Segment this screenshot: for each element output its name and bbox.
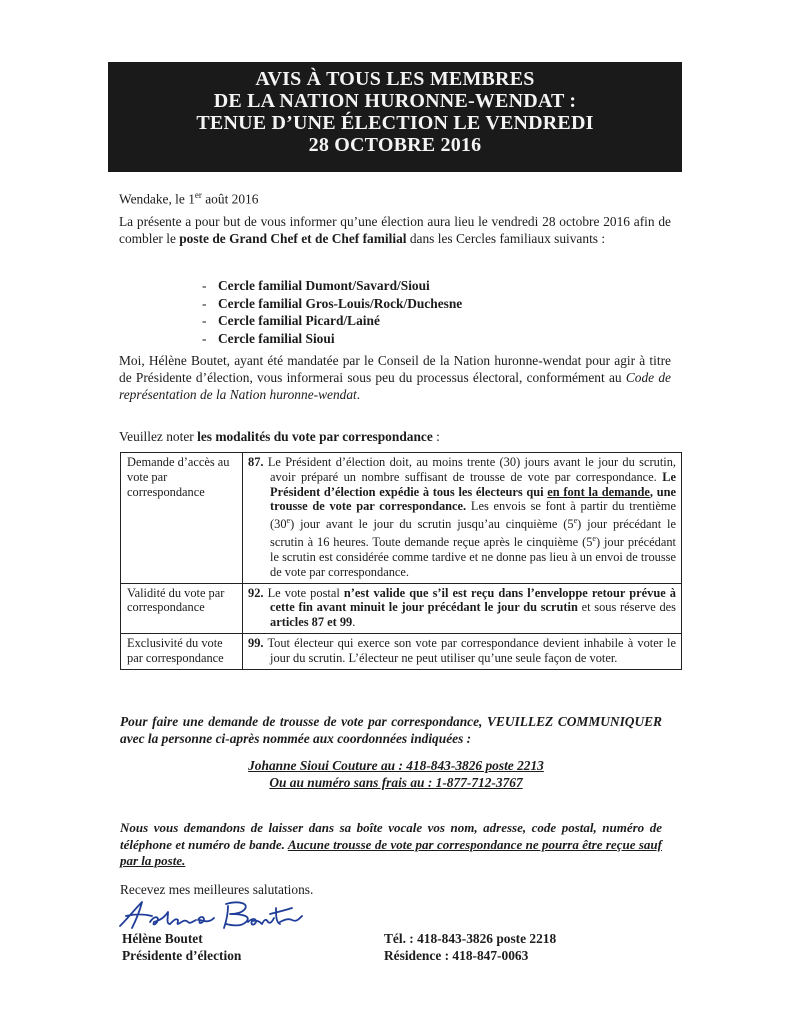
row-article	[243, 583, 682, 633]
signatory-title: Présidente d’élection	[122, 948, 242, 963]
article-number: 99.	[248, 636, 264, 651]
phone-office: Tél. : 418-843-3826 poste 2218	[384, 931, 557, 946]
list-item: - Cercle familial Picard/Lainé	[202, 313, 380, 328]
intro-bold: poste de Grand Chef et de Chef familial	[179, 231, 407, 246]
article-sup: e	[286, 516, 291, 526]
date-prefix: Wendake, le 1	[119, 191, 195, 207]
article-bold: articles 87 et 99	[270, 615, 353, 630]
note-suffix: :	[432, 429, 440, 444]
salutation: Recevez mes meilleures salutations.	[120, 882, 314, 897]
cercle-name: Cercle familial Sioui	[218, 330, 335, 346]
cercle-name: Cercle familial Dumont/Savard/Sioui	[218, 278, 430, 293]
article-text: ) jour avant le jour du scrutin jusqu’au cinquième (5	[290, 517, 574, 532]
mandate-text-1: Moi, Hélène Boutet, ayant été mandatée par le Conseil de la Nation huronne-wendat pour agir à titre de Présidente d’élection, vous informerai sous peu du processus électoral, conformément au	[119, 353, 671, 385]
signatory-block	[122, 930, 241, 964]
voicemail-paragraph	[120, 820, 662, 870]
mandate-paragraph	[119, 352, 671, 403]
cercle-name: Cercle familial Gros-Louis/Rock/Duchesne	[218, 295, 463, 311]
note-line	[119, 428, 440, 445]
voicemail-text: Nous vous demandons de laisser dans sa boîte vocale vos nom, adresse, code postal, numéro de téléphone et numéro de bande.	[120, 820, 662, 852]
note-bold: les modalités du vote par correspondance	[197, 429, 433, 444]
article-number: 87.	[248, 455, 264, 469]
modalities-table	[120, 452, 682, 670]
note-prefix: Veuillez noter	[119, 429, 198, 444]
mandate-code-title: Code de représentation de la Nation huronne-wendat	[119, 370, 671, 402]
table-row	[121, 634, 682, 670]
row-label: Validité du vote par correspondance	[121, 583, 243, 633]
handwritten-signature	[116, 898, 306, 932]
date-superscript: er	[194, 190, 202, 200]
article-text: Le Président d’élection doit, au moins trente (30) jours avant le jour du scrutin, avoir préparé un nombre suffisant de trousse de vote par correspondance.	[263, 455, 676, 484]
row-article	[243, 453, 682, 584]
article-bold: , une trousse de vote par correspondance.	[270, 484, 676, 514]
article-text: ) jour précédant le scrutin à 16 heures. Toute demande reçue après le cinquième (5	[270, 517, 676, 550]
intro-text-2: dans les Cercles familiaux suivants :	[406, 231, 606, 246]
banner-line-2: DE LA NATION HURONNE-WENDAT :	[213, 90, 577, 112]
letter-date	[119, 187, 258, 207]
voicemail-warning: Aucune trousse de vote par correspondance ne pourra être reçue sauf par la poste.	[120, 836, 662, 868]
row-article	[243, 634, 682, 670]
phone-block	[384, 930, 556, 964]
signatory-name: Hélène Boutet	[122, 931, 203, 946]
banner-line-1: AVIS À TOUS LES MEMBRES	[255, 68, 535, 90]
article-bold: n’est valide que s’il est reçu dans l’enveloppe retour prévue à cette fin avant minuit le jour précédant le jour du scrutin	[270, 585, 677, 615]
table-row	[121, 583, 682, 633]
intro-text-1: La présente a pour but de vous informer qu’une élection aura lieu le vendredi 28 octobre 2016 afin de combler le	[119, 214, 671, 246]
contact-block	[119, 757, 673, 791]
list-item: - Cercle familial Dumont/Savard/Sioui	[202, 278, 430, 293]
table-row	[121, 453, 682, 584]
article-sup: e	[592, 534, 596, 544]
date-suffix: août 2016	[201, 191, 259, 207]
title-banner	[108, 62, 682, 172]
banner-line-3: TENUE D’UNE ÉLECTION LE VENDREDI	[196, 112, 594, 134]
list-item: - Cercle familial Sioui	[202, 330, 335, 346]
article-number: 92.	[248, 585, 264, 600]
article-text: Tout électeur qui exerce son vote par correspondance devient inhabile à voter le jour du scrutin. L’électeur ne peut utiliser qu’une seule façon de voter.	[263, 636, 676, 665]
row-label: Exclusivité du vote par correspondance	[121, 634, 243, 670]
article-text: ) jour précédant le scrutin est considérée comme tardive et ne donne pas lieu à un envoi de trousse de vote par correspondance.	[270, 535, 676, 579]
article-bold-underline: en font la demande	[547, 484, 650, 499]
contact-line-1: Johanne Sioui Couture au : 418-843-3826 poste 2213	[248, 758, 544, 773]
request-instructions: Pour faire une demande de trousse de vote par correspondance, VEUILLEZ COMMUNIQUER avec la personne ci-après nommée aux coordonnées indiquées :	[120, 714, 662, 746]
intro-paragraph	[119, 213, 671, 247]
banner-line-4: 28 OCTOBRE 2016	[308, 134, 482, 156]
article-sup: e	[573, 516, 578, 526]
row-label: Demande d’accès au vote par correspondance	[121, 453, 243, 584]
cercle-name: Cercle familial Picard/Lainé	[218, 313, 380, 328]
article-text: Les envois se font à partir du trentième (30	[270, 499, 676, 532]
cercle-list	[202, 277, 463, 347]
phone-residence: Résidence : 418-847-0063	[384, 948, 529, 963]
contact-line-2: Ou au numéro sans frais au : 1-877-712-3767	[269, 775, 523, 790]
article-bold: Le Président d’élection expédie à tous les électeurs qui	[270, 469, 676, 499]
article-text: et sous réserve des	[577, 600, 676, 615]
article-text: .	[352, 615, 356, 630]
article-text: Le vote postal	[263, 585, 344, 600]
mandate-text-2: .	[356, 387, 361, 402]
list-item: - Cercle familial Gros-Louis/Rock/Duchesne	[202, 295, 463, 311]
